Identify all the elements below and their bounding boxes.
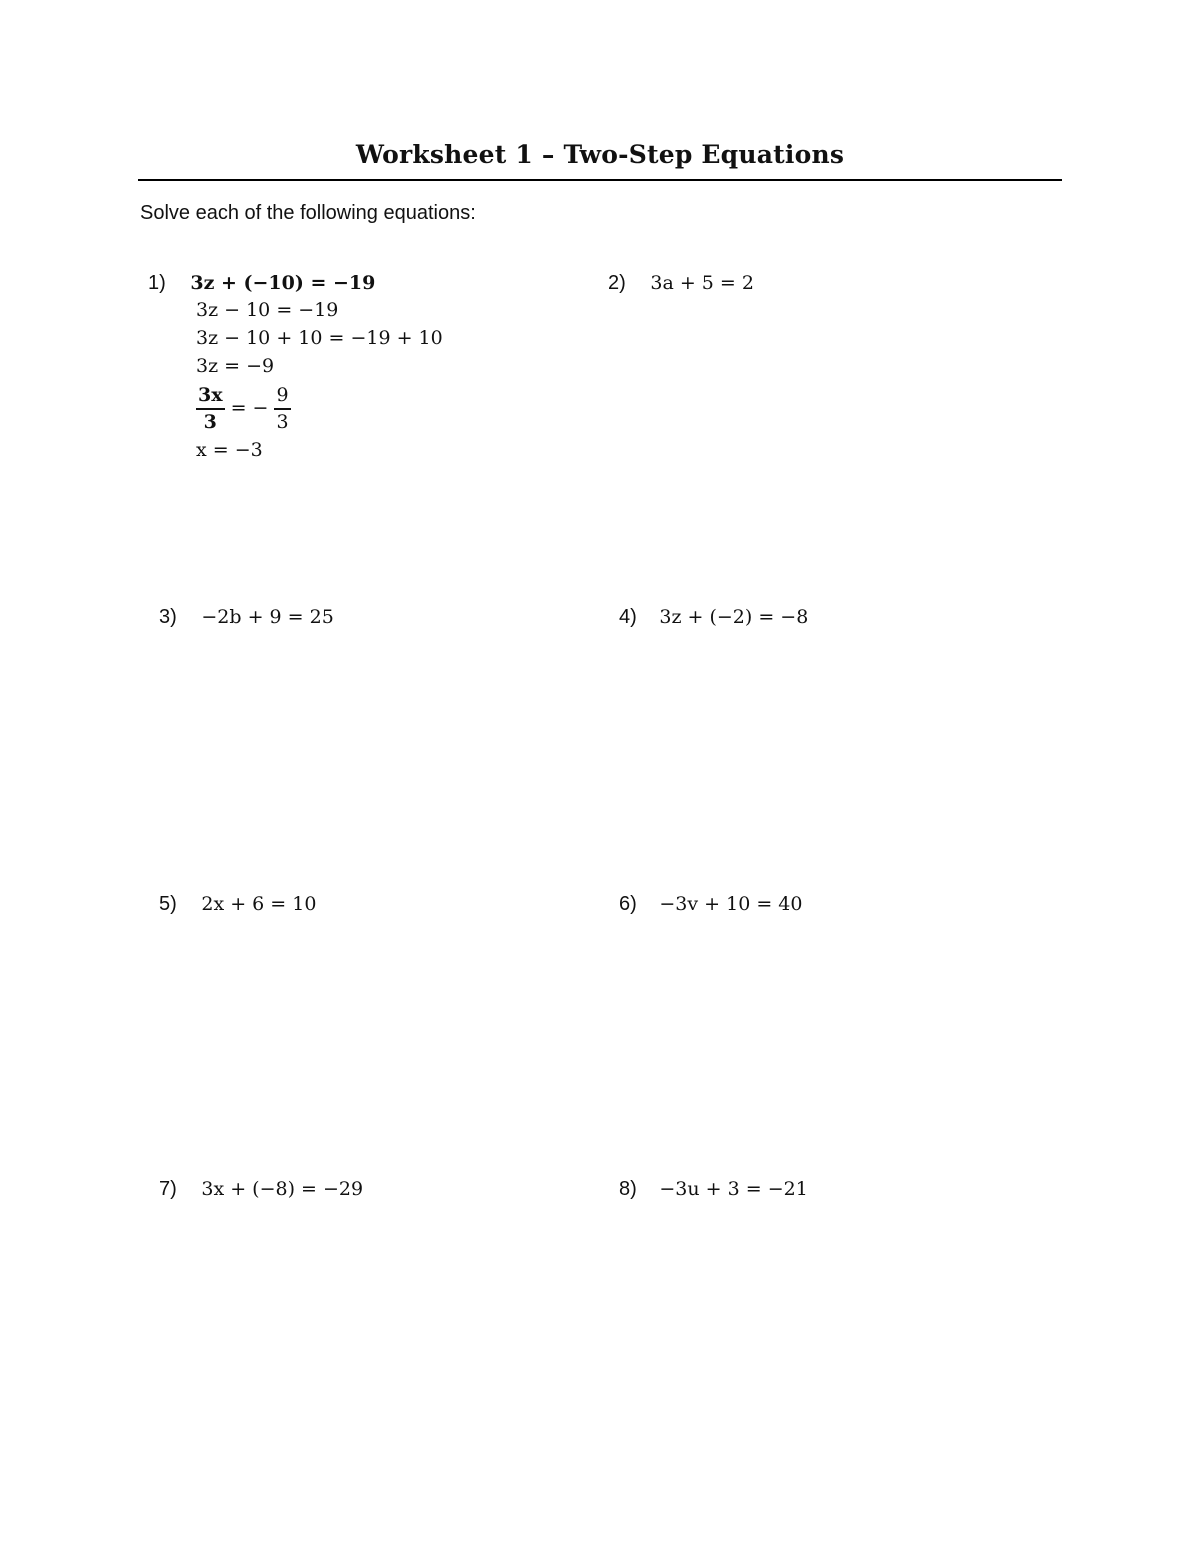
problem-1	[148, 268, 375, 297]
problem-number: 3)	[159, 606, 177, 628]
left-numerator: 3x	[196, 383, 225, 410]
left-denominator: 3	[203, 410, 217, 433]
problem-number: 8)	[619, 1178, 637, 1200]
problem-number: 7)	[159, 1178, 177, 1200]
problem-number: 5)	[159, 893, 177, 915]
problem-equation: −2b + 9 = 25	[201, 606, 334, 628]
solution-step: 3z − 10 = −19	[196, 299, 339, 321]
solution-step: 3z = −9	[196, 355, 275, 377]
problem-4	[619, 602, 808, 631]
problem-equation: 2x + 6 = 10	[201, 893, 317, 915]
problem-3	[159, 602, 334, 631]
worked-solution	[196, 296, 443, 464]
problem-equation: 3z + (−10) = −19	[190, 272, 376, 294]
title-underline	[138, 179, 1062, 181]
solution-step: 3z − 10 + 10 = −19 + 10	[196, 327, 443, 349]
fraction-step	[196, 380, 443, 436]
solution-answer: x = −3	[196, 439, 263, 461]
problem-8	[619, 1174, 808, 1203]
problem-equation: 3z + (−2) = −8	[659, 606, 809, 628]
problem-2	[608, 268, 754, 297]
right-denominator: 3	[276, 410, 289, 433]
problem-5	[159, 889, 316, 918]
problem-equation: 3a + 5 = 2	[650, 272, 754, 294]
problem-equation: −3v + 10 = 40	[659, 893, 803, 915]
fraction-equals: = −	[230, 397, 269, 419]
problem-equation: 3x + (−8) = −29	[201, 1178, 364, 1200]
problem-number: 1)	[148, 272, 166, 294]
problem-number: 6)	[619, 893, 637, 915]
right-fraction	[274, 383, 290, 434]
problem-number: 4)	[619, 606, 637, 628]
worksheet-title: Worksheet 1 – Two-Step Equations	[355, 140, 845, 169]
problem-6	[619, 889, 802, 918]
right-numerator: 9	[274, 383, 290, 410]
left-fraction	[196, 383, 225, 434]
instructions: Solve each of the following equations:	[140, 202, 476, 224]
problem-equation: −3u + 3 = −21	[659, 1178, 808, 1200]
problem-number: 2)	[608, 272, 626, 294]
problem-7	[159, 1174, 363, 1203]
